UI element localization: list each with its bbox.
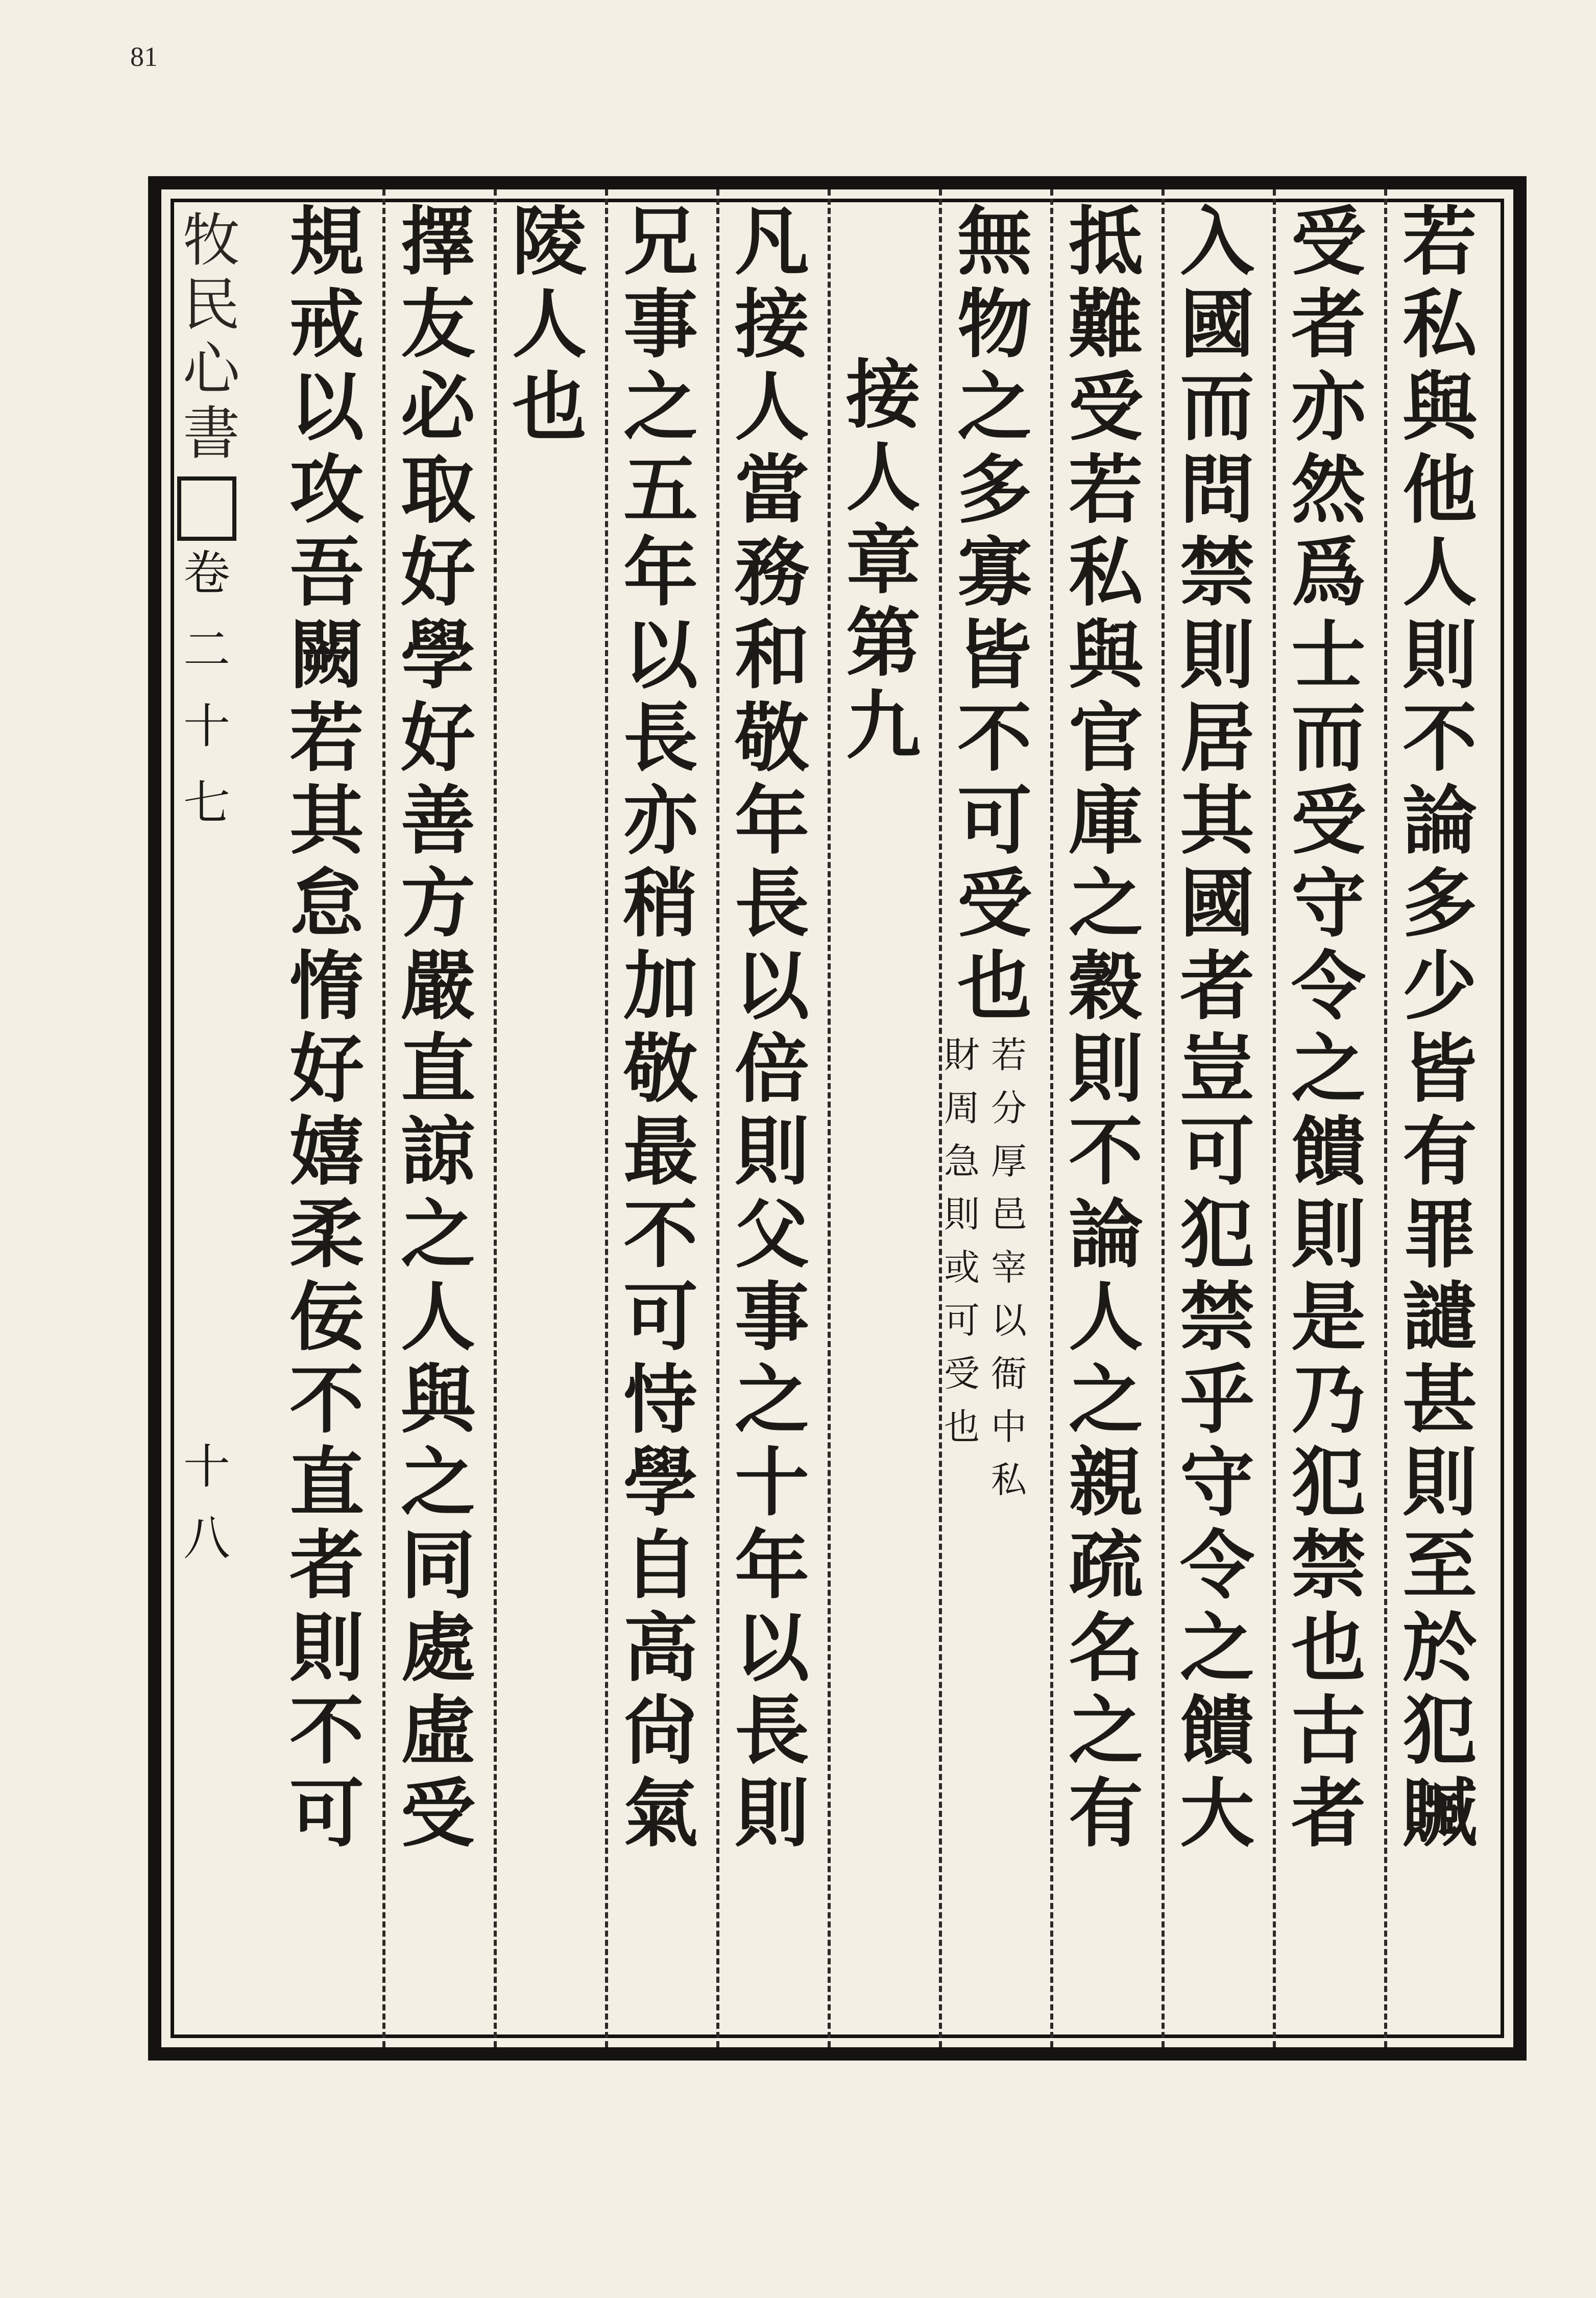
text-char: 者 [1180,943,1254,1030]
text-char: 規 [289,198,364,285]
text-char: 好 [289,1025,364,1113]
note-char: 邑 [991,1193,1027,1235]
column-divider [716,189,719,2047]
text-char: 和 [735,612,809,699]
column-divider [1384,189,1387,2047]
text-char: 嚴 [401,943,475,1030]
text-char: 則 [1069,1025,1143,1113]
text-column [716,189,828,2047]
text-char: 柔 [289,1191,364,1278]
text-column [494,189,605,2047]
text-char: 同 [401,1522,475,1609]
note-char: 受 [944,1353,980,1395]
text-column [828,189,939,2047]
text-char: 學 [623,1439,698,1526]
note-char: 以 [991,1300,1027,1342]
text-char: 事 [623,281,698,368]
text-char: 長 [623,695,698,782]
text-char: 加 [623,943,698,1030]
text-char: 方 [401,860,475,947]
text-char: 則 [1291,1191,1366,1278]
text-char: 乎 [1180,1356,1254,1444]
text-char: 若 [1402,198,1477,285]
text-char: 抵 [1069,198,1143,285]
text-char: 必 [401,364,475,451]
text-char: 受 [957,860,1032,947]
note-char: 厚 [991,1140,1027,1182]
text-char: 學 [401,612,475,699]
note-char: 財 [944,1034,980,1076]
text-char: 不 [1069,1108,1143,1195]
text-char: 父 [735,1191,809,1278]
text-char: 則 [289,1605,364,1692]
text-char: 是 [1291,1274,1366,1361]
text-char: 甚 [1402,1356,1477,1444]
note-char: 急 [944,1140,980,1182]
text-char: 人 [846,434,921,521]
text-char: 可 [1180,1108,1254,1195]
text-char: 可 [289,1770,364,1857]
text-char: 犯 [1180,1191,1254,1278]
margin-column [173,189,240,2047]
text-frame [148,176,1527,2061]
text-char: 亦 [1291,364,1366,451]
text-char: 然 [1291,446,1366,534]
text-char: 罪 [1402,1191,1477,1278]
text-char: 與 [1402,364,1477,451]
note-char: 或 [944,1247,980,1288]
text-column [1273,189,1384,2047]
text-char: 尙 [623,1687,698,1775]
text-char: 友 [401,281,475,368]
text-char: 人 [401,1274,475,1361]
text-char: 多 [957,446,1032,534]
text-char: 者 [289,1522,364,1609]
column-divider [494,189,497,2047]
text-char: 嬉 [289,1108,364,1195]
note-char: 也 [944,1406,980,1448]
column-divider [382,189,385,2047]
text-char: 守 [1291,860,1366,947]
text-char: 士 [1291,612,1366,699]
text-char: 五 [623,446,698,534]
text-char: 則 [735,1108,809,1195]
text-char: 守 [1180,1439,1254,1526]
text-char: 怠 [289,860,364,947]
note-char: 則 [944,1193,980,1235]
text-column [1050,189,1162,2047]
text-char: 他 [1402,446,1477,534]
text-char: 問 [1180,446,1254,534]
column-divider [1050,189,1053,2047]
text-char: 年 [735,1522,809,1609]
text-char: 以 [735,943,809,1030]
text-char: 以 [289,364,364,451]
note-char: 分 [991,1087,1027,1129]
fish-tail-mark [177,476,236,541]
text-char: 長 [735,1687,809,1775]
text-char: 者 [1291,281,1366,368]
text-char: 而 [1180,364,1254,451]
text-char: 攻 [289,446,364,534]
text-char: 以 [735,1605,809,1692]
text-char: 爲 [1291,529,1366,616]
column-divider [828,189,831,2047]
note-char: 若 [991,1034,1027,1076]
text-char: 人 [512,281,587,368]
text-char: 之 [1069,860,1143,947]
text-char: 犯 [1402,1687,1477,1775]
text-char: 事 [735,1274,809,1361]
text-char: 無 [957,198,1032,285]
text-char: 惰 [289,943,364,1030]
column-divider [939,189,942,2047]
text-column [271,189,382,2047]
text-char: 第 [846,600,921,687]
text-char: 譴 [1402,1274,1477,1361]
text-char: 擇 [401,198,475,285]
text-char: 九 [846,682,921,770]
text-char: 則 [1402,612,1477,699]
text-char: 寡 [957,529,1032,616]
text-char: 之 [401,1191,475,1278]
text-char: 犯 [1291,1439,1366,1526]
text-char: 亦 [623,777,698,865]
text-char: 難 [1069,281,1143,368]
text-char: 吾 [289,529,364,616]
text-char: 穀 [1069,943,1143,1030]
text-char: 禁 [1180,1274,1254,1361]
text-char: 當 [735,446,809,534]
text-char: 虛 [401,1687,475,1775]
text-char: 之 [735,1356,809,1444]
text-char: 最 [623,1108,698,1195]
note-column-left [944,1034,980,1515]
edge-title: 牧民心書 [173,210,240,467]
text-char: 恃 [623,1356,698,1444]
text-char: 大 [1180,1770,1254,1857]
text-char: 親 [1069,1439,1143,1526]
text-char: 直 [401,1025,475,1113]
text-char: 饋 [1180,1687,1254,1775]
text-char: 善 [401,777,475,865]
text-char: 務 [735,529,809,616]
volume-char: 二 [183,623,230,677]
text-char: 之 [623,364,698,451]
text-char: 氣 [623,1770,698,1857]
column-divider [1162,189,1165,2047]
text-char: 入 [1180,198,1254,285]
column-divider [605,189,608,2047]
text-char: 禁 [1291,1522,1366,1609]
text-char: 取 [401,446,475,534]
text-char: 與 [1069,612,1143,699]
text-char: 戒 [289,281,364,368]
text-char: 也 [1291,1605,1366,1692]
text-char: 之 [1069,1356,1143,1444]
text-char: 私 [1402,281,1477,368]
text-char: 有 [1069,1770,1143,1857]
text-char: 與 [401,1356,475,1444]
text-char: 庫 [1069,777,1143,865]
text-char: 有 [1402,1108,1477,1195]
text-char: 古 [1291,1687,1366,1775]
text-char: 則 [1180,612,1254,699]
text-char: 論 [1069,1191,1143,1278]
text-char: 其 [1180,777,1254,865]
text-char: 於 [1402,1605,1477,1692]
text-char: 直 [289,1439,364,1526]
text-char: 禁 [1180,529,1254,616]
text-char: 其 [289,777,364,865]
text-char: 章 [846,517,921,604]
text-char: 闕 [289,612,364,699]
text-char: 令 [1180,1522,1254,1609]
page-number: 81 [130,41,158,72]
text-char: 皆 [957,612,1032,699]
text-char: 受 [1291,777,1366,865]
text-char: 年 [623,529,698,616]
text-char: 之 [1291,1025,1366,1113]
note-column-right [991,1034,1027,1515]
note-char: 宰 [991,1247,1027,1288]
text-char: 高 [623,1605,698,1692]
text-char: 稍 [623,860,698,947]
text-char: 居 [1180,695,1254,782]
text-char: 多 [1402,860,1477,947]
text-char: 也 [957,943,1032,1030]
text-char: 贓 [1402,1770,1477,1857]
text-char: 物 [957,281,1032,368]
text-char: 人 [1402,529,1477,616]
text-char: 十 [735,1439,809,1526]
text-column [1384,189,1495,2047]
interlinear-note [944,1034,1027,1515]
text-char: 而 [1291,695,1366,782]
text-char: 接 [846,351,921,439]
text-char: 則 [735,1770,809,1857]
text-column [1162,189,1273,2047]
note-char: 中 [991,1406,1027,1448]
text-char: 接 [735,281,809,368]
text-char: 不 [289,1356,364,1444]
leaf-number-char: 八 [183,1511,230,1566]
text-char: 年 [735,777,809,865]
text-char: 受 [1291,198,1366,285]
text-char: 論 [1402,777,1477,865]
text-char: 長 [735,860,809,947]
text-char: 人 [1069,1274,1143,1361]
text-char: 至 [1402,1522,1477,1609]
text-char: 若 [289,695,364,782]
volume-char: 十 [183,699,230,754]
text-char: 私 [1069,529,1143,616]
text-char: 令 [1291,943,1366,1030]
text-char: 自 [623,1522,698,1609]
text-char: 少 [1402,943,1477,1030]
text-char: 不 [1402,695,1477,782]
text-char: 凡 [735,198,809,285]
text-char: 之 [1180,1605,1254,1692]
text-char: 人 [735,364,809,451]
text-char: 陵 [512,198,587,285]
text-char: 國 [1180,281,1254,368]
text-char: 諒 [401,1108,475,1195]
text-char: 受 [1069,364,1143,451]
text-column [605,189,716,2047]
text-char: 處 [401,1605,475,1692]
text-char: 可 [623,1274,698,1361]
leaf-number-char: 十 [183,1440,230,1494]
note-char: 可 [944,1300,980,1342]
column-divider [1273,189,1276,2047]
volume-char: 卷 [183,546,230,601]
text-char: 可 [957,777,1032,865]
text-char: 也 [512,364,587,451]
text-char: 官 [1069,695,1143,782]
text-column [382,189,494,2047]
text-char: 皆 [1402,1025,1477,1113]
text-char: 受 [401,1770,475,1857]
text-char: 好 [401,695,475,782]
text-char: 不 [623,1191,698,1278]
text-char: 以 [623,612,698,699]
text-char: 敬 [735,695,809,782]
text-char: 佞 [289,1274,364,1361]
text-char: 不 [957,695,1032,782]
text-char: 疏 [1069,1522,1143,1609]
text-char: 兄 [623,198,698,285]
text-char: 之 [957,364,1032,451]
note-char: 私 [991,1459,1027,1501]
text-char: 名 [1069,1605,1143,1692]
text-char: 者 [1291,1770,1366,1857]
text-char: 不 [289,1687,364,1775]
text-char: 國 [1180,860,1254,947]
note-char: 衙 [991,1353,1027,1395]
text-char: 倍 [735,1025,809,1113]
text-char: 好 [401,529,475,616]
text-char: 之 [1069,1687,1143,1775]
text-char: 乃 [1291,1356,1366,1444]
text-char: 饋 [1291,1108,1366,1195]
note-char: 周 [944,1087,980,1129]
text-char: 則 [1402,1439,1477,1526]
text-char: 之 [401,1439,475,1526]
text-char: 豈 [1180,1025,1254,1113]
text-char: 若 [1069,446,1143,534]
volume-char: 七 [183,776,230,830]
text-char: 敬 [623,1025,698,1113]
